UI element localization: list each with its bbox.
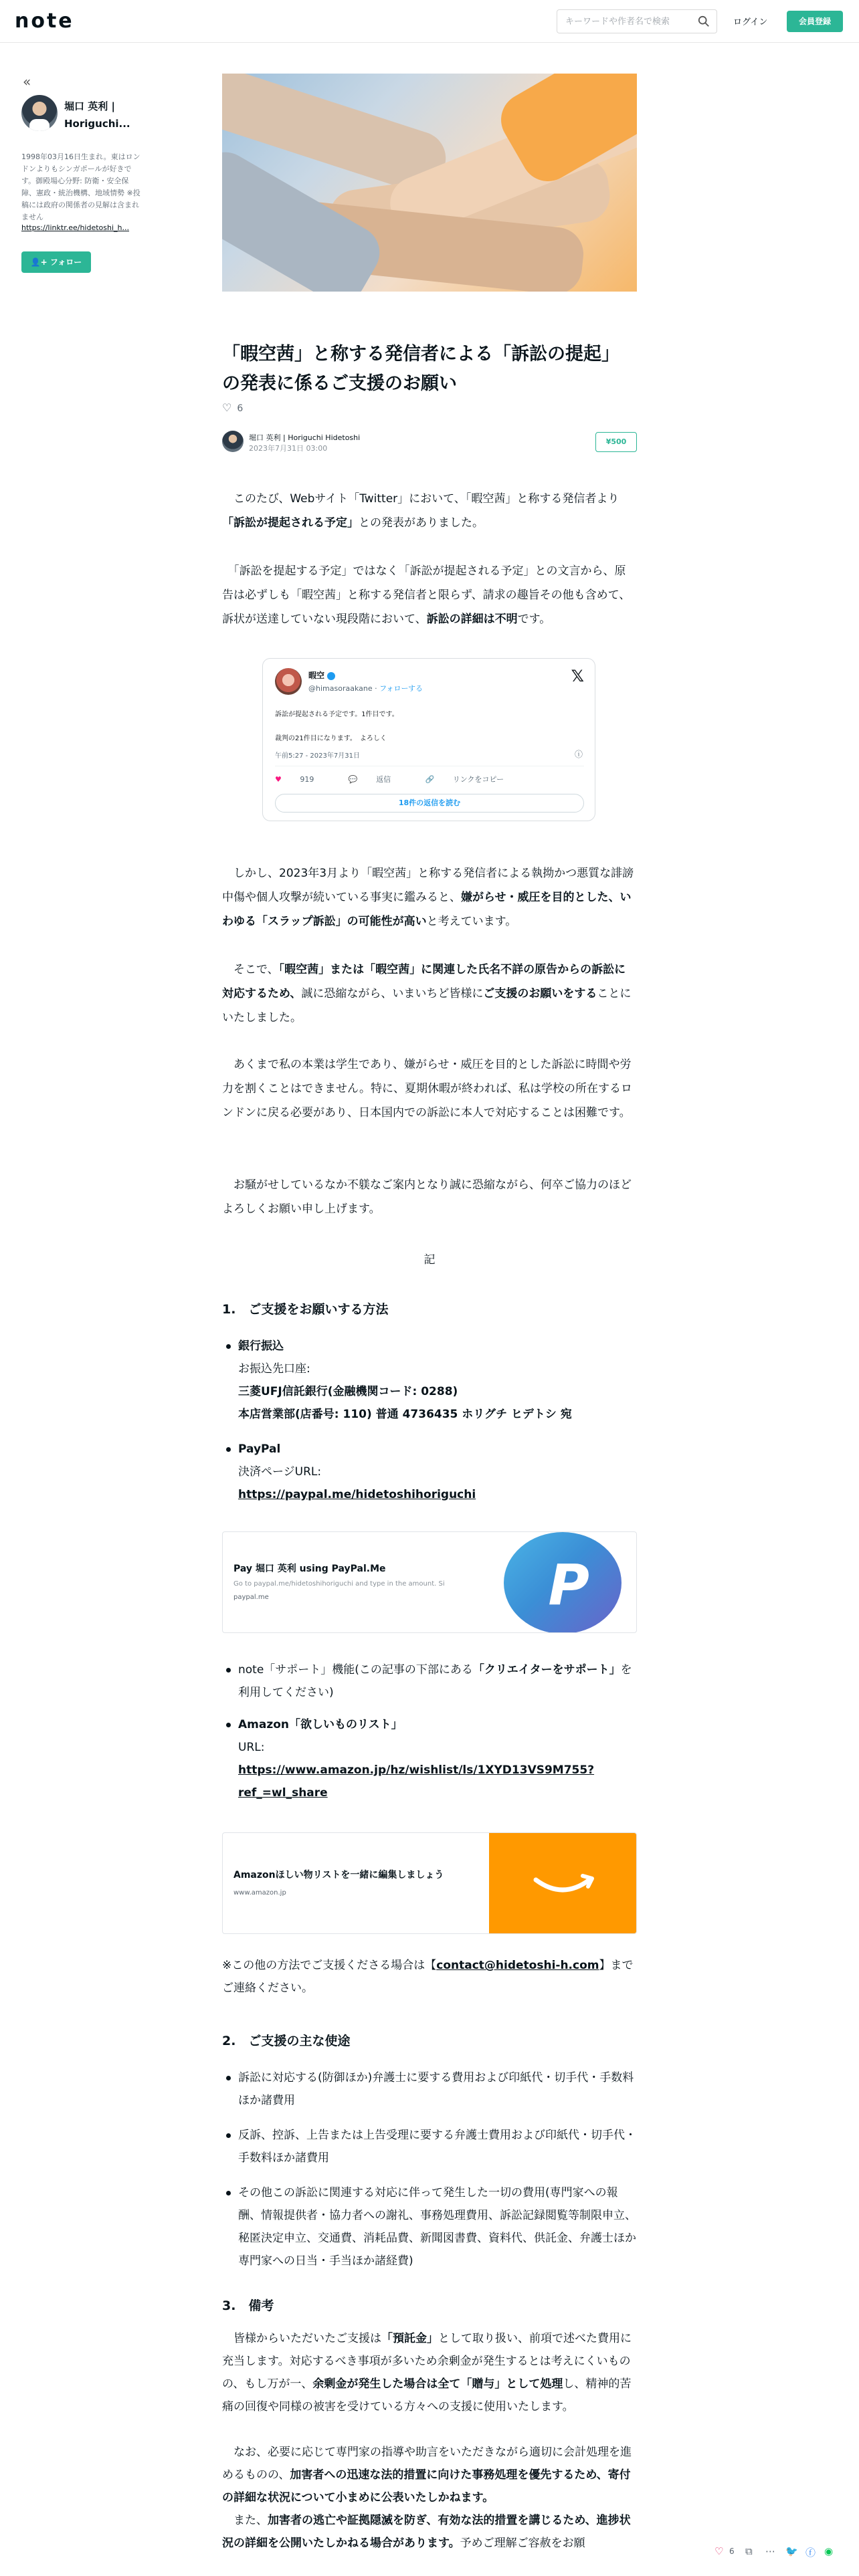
signup-button[interactable]: 会員登録 xyxy=(787,11,843,32)
bank-transfer-item xyxy=(238,1335,637,1426)
other-text: ※この他の方法でご支援くださる場合は【 xyxy=(222,1959,437,1972)
remarks2-bold: 加害者への迅速な法的措置に向けた事務処理を優先するため、寄付の詳細な状況について小まめに公表いたしかねます。 xyxy=(222,2468,631,2504)
para2-text: 「訴訟を提起する予定」ではなく「訴訟が提起される予定」との文言から、原告は必ずしも「暇空茜」と称する発信者と限らず、請求の趣旨その他も含めて、訴状が送達していない現段階において、 xyxy=(222,564,631,626)
byline-author[interactable]: 堀口 英利 | Horiguchi Hidetoshi xyxy=(249,433,361,442)
para4-text: そこで、 xyxy=(233,963,279,976)
remarks1-text: 皆様からいただいたご支援は xyxy=(233,2332,381,2345)
para1-text: このたび、Webサイト「Twitter」において、「暇空茜」と称する発信者より xyxy=(233,492,619,506)
more-icon[interactable]: ⋯ xyxy=(765,2545,775,2557)
search-input[interactable] xyxy=(557,10,691,33)
bank-line-1: 三菱UFJ信託銀行(金融機関コード: 0288) xyxy=(238,1385,458,1398)
article-title: 「暇空茜」と称する発信者による「訴訟の提起」の発表に係るご支援のお願い xyxy=(222,344,619,394)
likes-count: 6 xyxy=(237,403,244,414)
para3-bold: 嫌がらせ・威圧を目的とした、いわゆる「スラップ訴訟」の可能性が高い xyxy=(222,891,632,928)
float-likes-count: 6 xyxy=(729,2547,735,2556)
paypal-item xyxy=(238,1438,637,1506)
like-heart-icon: ♥ xyxy=(275,775,282,784)
paragraph-5 xyxy=(222,1053,637,1125)
tweet-actions xyxy=(275,774,536,784)
tweet-name[interactable] xyxy=(308,669,335,681)
tweet-handle[interactable]: @himasoraakane xyxy=(308,684,373,693)
tweet-handle-row: @himasoraakane · フォローする xyxy=(308,684,423,693)
section1-heading: 1. ご支援をお願いする方法 xyxy=(222,1302,389,1317)
tweet-text-1: 訴訟が提起される予定です。1件目です。 xyxy=(275,711,399,718)
paragraph-6 xyxy=(222,1173,637,1221)
para4-text-end: ことにいたしました。 xyxy=(222,987,632,1025)
para4-text-mid: 誠に恐縮ながら、いまいちど皆様に xyxy=(301,987,484,1000)
bank-title: 銀行振込 xyxy=(238,1339,284,1353)
amazon-embed-card[interactable] xyxy=(222,1832,637,1934)
tweet-follow-link[interactable]: フォローする xyxy=(379,684,423,693)
info-icon[interactable]: ⓘ xyxy=(574,750,583,759)
tweet-like-action[interactable] xyxy=(275,775,330,784)
article-likes[interactable] xyxy=(222,401,243,414)
link-icon: 🔗 xyxy=(425,775,435,784)
para2-text-end: です。 xyxy=(517,613,551,626)
usage-item-1: 訴訟に対応する(防御ほか)弁護士に要する費用および印紙代・切手代・手数料ほか諸費用 xyxy=(238,2066,637,2112)
note-logo[interactable]: note xyxy=(15,9,74,33)
para4-bold-2: ご支援のお願いをする xyxy=(483,987,597,1000)
paypal-p-icon: P xyxy=(548,1552,589,1618)
tweet-like-count: 919 xyxy=(300,775,314,784)
amazon-card-title: Amazonほしい物リストを一緒に編集しましょう xyxy=(233,1870,444,1881)
remarks3-bold: 加害者の逃亡や証拠隠滅を防ぎ、有効な法的措置を講じるため、進捗状況の詳細を公開いたしかねる場合があります。 xyxy=(222,2514,631,2550)
tweet-read-replies-button[interactable]: 18件の返信を読む xyxy=(275,794,584,813)
follow-user-icon: 👤+ xyxy=(30,257,50,267)
usage-item-3: その他この訴訟に関連する対応に伴って発生した一切の費用(専門家への報酬、情報提供者・協力者への謝礼、事務処理費用、訴訟記録閲覧等制限申立、秘匿決定申立、交通費、消耗品費、新聞図書費、資料代、供託金、弁護士ほか専門家への日当・手当ほか諸経費) xyxy=(238,2181,637,2272)
remarks1-text-end: し、精神的苦痛の回復や同様の被害を受けている方々への支援に使用いたします。 xyxy=(222,2377,632,2413)
follow-button[interactable] xyxy=(21,251,91,273)
facebook-share-icon[interactable]: ⓕ xyxy=(805,2547,816,2559)
paypal-embed-card[interactable] xyxy=(222,1531,637,1633)
tweet-text-2: 裁判の21件目になります。 よろしく xyxy=(275,735,387,742)
tweet-copy-action[interactable] xyxy=(425,775,520,784)
amazon-url-link[interactable]: https://www.amazon.jp/hz/wishlist/ls/1XYD13VS9M755? xyxy=(238,1763,595,1777)
remarks3-text-end: 予めご理解ご容赦をお願 xyxy=(460,2537,585,2550)
amazon-card-domain: www.amazon.jp xyxy=(233,1889,286,1897)
remarks1-bold: 「預託金」 xyxy=(381,2332,438,2345)
paypal-card-domain: paypal.me xyxy=(233,1594,269,1601)
tweet-time[interactable]: 午前5:27 - 2023年7月31日 xyxy=(275,752,360,760)
paypal-card-desc: Go to paypal.me/hidetoshihoriguchi and type in the amount. Si xyxy=(233,1580,445,1588)
search-icon[interactable] xyxy=(698,15,710,27)
float-heart-icon[interactable]: ♡ xyxy=(714,2545,724,2557)
para5-text: あくまで私の本業は学生であり、嫌がらせ・威圧を目的とした訴訟に時間や労力を割くことはできません。特に、夏期休暇が終われば、私は学校の所在するロンドンに戻る必要があり、日本国内での訴訟に本人で対応することは困難です。 xyxy=(222,1058,633,1119)
amazon-smile-icon xyxy=(489,1833,636,1934)
other-text-end: 】までご連絡ください。 xyxy=(222,1959,634,1995)
tweet-reply-action[interactable] xyxy=(349,775,407,784)
remarks-paragraph-3 xyxy=(222,2509,637,2576)
ki-label: 記 xyxy=(423,1253,436,1267)
floating-action-bar xyxy=(705,2539,843,2565)
para1-bold: 「訴訟が提起される予定」 xyxy=(222,516,359,530)
x-logo-icon[interactable]: 𝕏 xyxy=(571,667,584,685)
verified-icon xyxy=(327,672,335,680)
twitter-share-icon[interactable]: 🐦 xyxy=(785,2545,798,2557)
note-support-item xyxy=(238,1658,637,1704)
search-box[interactable] xyxy=(557,9,717,33)
hero-image xyxy=(222,74,637,292)
amazon-logo-image xyxy=(489,1833,636,1934)
tweet-reply-label: 返信 xyxy=(376,775,391,784)
remarks-paragraph-1 xyxy=(222,2327,637,2418)
bank-line-2: 本店営業部(店番号: 110) 普通 4736435 ホリグチ ヒデトシ 宛 xyxy=(238,1408,572,1421)
tweet-embed[interactable] xyxy=(262,658,595,821)
sidebar-author-link[interactable]: https://linktr.ee/hidetoshi_h... xyxy=(21,223,129,232)
para6-text: お騒がせしているなか不躾なご案内となり誠に恐縮ながら、何卒ご協力のほどよろしくお願い申し上げます。 xyxy=(222,1178,632,1216)
reply-bubble-icon: 💬 xyxy=(348,775,358,784)
bank-label: お振込先口座: xyxy=(238,1362,310,1376)
section3-heading: 3. 備考 xyxy=(222,2298,274,2313)
sidebar-author-bio: 1998年03月16日生まれ。東はロンドンよりもシンガポールが好きです。御殿場心分野: 防衛・安全保障、憲政・統治機構、地域情勢 ※投稿には政府の関係者の見解は含まれません xyxy=(21,152,140,221)
heart-icon[interactable]: ♡ xyxy=(222,401,232,414)
para2-bold: 訴訟の詳細は不明 xyxy=(426,613,518,626)
paragraph-2 xyxy=(222,559,637,631)
section2-heading: 2. ご支援の主な使途 xyxy=(222,2034,351,2048)
note-support-bold: 「クリエイターをサポート」 xyxy=(472,1663,621,1677)
site-header xyxy=(0,0,859,43)
remarks3-text: また、 xyxy=(233,2514,268,2527)
remarks1-text-mid: として取り扱い、前項で述べた費用に充当します。対応するべき事項が多いため余剰金が発生するとは考えにくいものの、もし万が一、 xyxy=(222,2332,632,2391)
tweet-avatar[interactable] xyxy=(275,668,302,695)
other-methods-note xyxy=(222,1954,637,2000)
usage-item-2: 反訴、控訴、上告または上告受理に要する弁護士費用および印紙代・切手代・手数料ほか諸費用 xyxy=(238,2124,637,2169)
login-link[interactable]: ログイン xyxy=(733,17,768,27)
para3-text-end: と考えています。 xyxy=(426,915,517,928)
note-support-text: note「サポート」機能(この記事の下部にある xyxy=(238,1663,473,1677)
tweet-name-text: 暇空 xyxy=(308,671,325,680)
para1-text-end: との発表がありました。 xyxy=(359,516,484,530)
follow-label: フォロー xyxy=(50,257,82,267)
sidebar-author-name[interactable]: 堀口 英利 | Horiguchi... xyxy=(64,100,130,130)
amazon-title: Amazon「欲しいものリスト」 xyxy=(238,1718,403,1731)
paypal-title: PayPal xyxy=(238,1442,281,1456)
remarks1-bold-2: 余剰金が発生した場合は全て「贈与」として処理 xyxy=(312,2377,563,2391)
paragraph-1 xyxy=(222,487,637,535)
amazon-wishlist-item xyxy=(238,1713,637,1804)
line-share-icon[interactable]: ◉ xyxy=(824,2545,834,2557)
contact-email-link[interactable]: contact@hidetoshi-h.com xyxy=(436,1959,599,1972)
tweet-copy-label: リンクをコピー xyxy=(452,775,504,784)
amazon-url-link-cont[interactable]: ref_=wl_share xyxy=(238,1786,328,1800)
bookmark-icon[interactable]: ⧉ xyxy=(745,2545,753,2557)
paypal-card-title: Pay 堀口 英利 using PayPal.Me xyxy=(233,1564,386,1574)
amazon-label: URL: xyxy=(238,1741,265,1754)
price-button[interactable]: ¥500 xyxy=(595,432,637,452)
remarks2-text: なお、必要に応じて専門家の指導や助言をいただきながら適切に会計処理を進めるものの、 xyxy=(222,2446,632,2482)
paragraph-4 xyxy=(222,958,637,1030)
paragraph-3 xyxy=(222,861,637,934)
para3-text: しかし、2023年3月より「暇空茜」と称する発信者による執拗かつ悪質な誹謗中傷や個人攻撃が続いている事実に鑑みると、 xyxy=(222,867,634,904)
para4-bold: 「暇空茜」または「暇空茜」に関連した氏名不詳の原告からの訴訟に対応するため、 xyxy=(222,963,626,1000)
author-avatar[interactable] xyxy=(21,95,58,131)
note-support-text-end: を利用してください) xyxy=(238,1663,632,1699)
paypal-label: 決済ページURL: xyxy=(238,1465,322,1479)
byline-avatar[interactable] xyxy=(222,431,244,452)
byline-date: 2023年7月31日 03:00 xyxy=(249,444,328,453)
collapse-sidebar-icon[interactable]: « xyxy=(23,74,31,90)
paypal-url-link[interactable]: https://paypal.me/hidetoshihoriguchi xyxy=(238,1488,476,1501)
remarks-paragraph-2 xyxy=(222,2441,637,2509)
